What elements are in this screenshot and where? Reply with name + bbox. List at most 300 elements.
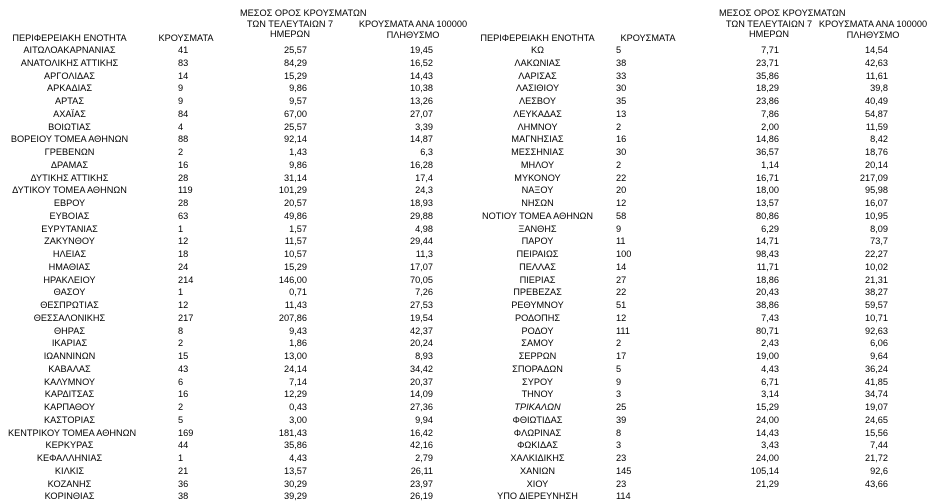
cell-per100k: 8,93 (415, 351, 433, 361)
cell-per100k: 18,93 (410, 198, 433, 208)
table-row (0, 388, 930, 401)
cell-per100k: 54,87 (865, 108, 888, 119)
cell-cases: 17 (616, 351, 627, 361)
cell-per100k: 26,11 (410, 465, 433, 476)
header-per100k-line1: ΚΡΟΥΣΜΑΤΑ ΑΝΑ 100000 (358, 19, 468, 29)
cell-cases: 22 (616, 172, 627, 183)
cell-cases: 5 (616, 363, 622, 374)
table-row (0, 108, 930, 121)
cell-cases: 145 (616, 465, 632, 476)
cell-cases: 217 (178, 312, 194, 323)
cell-avg: 23,71 (756, 57, 779, 68)
cell-cases: 21 (178, 465, 189, 476)
cell-cases: 15 (178, 351, 189, 361)
cell-avg: 181,43 (278, 427, 307, 438)
table-row (0, 159, 930, 172)
cell-per100k: 16,28 (410, 159, 433, 170)
cell-cases: 3 (616, 440, 622, 451)
cell-cases: 18 (178, 249, 189, 259)
cell-cases: 114 (616, 491, 631, 502)
cell-region: ΚΟΖΑΝΗΣ (47, 478, 92, 489)
header-avg-left (240, 8, 367, 40)
cell-avg: 13,57 (284, 465, 307, 476)
cell-per100k: 95,98 (865, 185, 888, 196)
cell-cases: 39 (616, 414, 627, 425)
cell-region: ΜΑΓΝΗΣΙΑΣ (511, 134, 564, 145)
cell-per100k: 70,05 (410, 274, 433, 285)
cell-cases: 41 (178, 45, 189, 55)
cell-region: ΛΕΣΒΟΥ (518, 96, 557, 106)
cell-cases: 2 (178, 338, 184, 349)
cell-avg: 146,00 (278, 274, 307, 285)
cell-per100k: 24,65 (865, 414, 888, 425)
cell-avg: 14,86 (756, 134, 779, 145)
cell-region: ΚΑΣΤΟΡΙΑΣ (43, 414, 95, 425)
header-avg-right (719, 8, 846, 40)
cell-avg: 49,86 (284, 210, 307, 221)
cell-avg: 13,57 (756, 198, 779, 208)
cell-avg: 16,71 (756, 172, 779, 183)
cell-avg: 0,71 (289, 287, 307, 298)
cell-avg: 11,71 (756, 261, 779, 272)
cell-cases: 1 (178, 287, 184, 298)
cell-per100k: 11,61 (865, 70, 888, 81)
cell-per100k: 9,94 (415, 414, 433, 425)
cell-avg: 18,00 (756, 185, 779, 196)
cell-avg: 0,43 (289, 402, 307, 412)
cell-avg: 15,29 (284, 261, 307, 272)
table-row (0, 70, 930, 83)
cell-per100k: 13,26 (410, 96, 433, 106)
cell-cases: 5 (178, 414, 184, 425)
table-row (0, 261, 930, 274)
cell-region: ΡΟΔΟΥ (521, 325, 554, 336)
cell-region: ΧΙΟΥ (526, 478, 549, 489)
cell-region: ΝΟΤΙΟΥ ΤΟΜΕΑ ΑΘΗΝΩΝ (481, 210, 594, 221)
cell-per100k: 29,44 (410, 236, 433, 247)
header-cases-right: ΚΡΟΥΣΜΑΤΑ (620, 33, 676, 43)
cell-cases: 63 (178, 210, 189, 221)
table-row (0, 146, 930, 159)
cell-per100k: 4,98 (415, 223, 433, 234)
cell-cases: 27 (616, 274, 627, 285)
cell-cases: 2 (616, 159, 622, 170)
cell-per100k: 10,71 (865, 312, 888, 323)
cell-region: ΕΥΡΥΤΑΝΙΑΣ (41, 223, 98, 234)
cell-region: ΔΡΑΜΑΣ (50, 159, 89, 170)
table-row (0, 363, 930, 376)
cell-per100k: 92,63 (865, 325, 888, 336)
cell-cases: 119 (178, 185, 193, 196)
cell-per100k: 2,79 (415, 453, 433, 463)
table-row (0, 274, 930, 287)
cell-region: ΚΕΝΤΡΙΚΟΥ ΤΟΜΕΑ ΑΘΗΝΩΝ (8, 427, 137, 438)
cell-avg: 7,86 (761, 108, 779, 119)
cell-avg: 2,43 (761, 338, 779, 349)
cell-region: ΝΗΣΩΝ (521, 198, 554, 208)
cell-cases: 2 (616, 121, 622, 132)
cell-region: ΗΜΑΘΙΑΣ (48, 261, 91, 272)
cell-region: ΔΥΤΙΚΟΥ ΤΟΜΕΑ ΑΘΗΝΩΝ (12, 185, 127, 196)
header-region-left: ΠΕΡΙΦΕΡΕΙΑΚΗ ΕΝΟΤΗΤΑ (12, 33, 127, 43)
cell-cases: 16 (616, 134, 627, 145)
table-row (0, 210, 930, 223)
cell-avg: 92,14 (284, 134, 307, 145)
cell-region: ΕΒΡΟΥ (53, 198, 86, 208)
cell-per100k: 19,07 (865, 402, 888, 412)
cell-region: ΞΑΝΘΗΣ (518, 223, 557, 234)
cell-region: ΘΑΣΟΥ (53, 287, 86, 298)
cell-cases: 12 (616, 312, 627, 323)
cell-region: ΘΕΣΣΑΛΟΝΙΚΗΣ (33, 312, 106, 323)
cell-per100k: 14,54 (865, 45, 888, 55)
cell-cases: 11 (616, 236, 626, 247)
cell-avg: 31,14 (284, 172, 307, 183)
cell-avg: 80,86 (756, 210, 779, 221)
cell-avg: 9,86 (289, 83, 307, 94)
cell-avg: 3,43 (761, 440, 779, 451)
cell-per100k: 36,24 (865, 363, 888, 374)
cell-avg: 9,43 (289, 325, 307, 336)
cell-cases: 84 (178, 108, 189, 119)
cell-cases: 36 (178, 478, 189, 489)
cell-per100k: 16,52 (410, 57, 433, 68)
table-row (0, 44, 930, 57)
cell-avg: 36,57 (756, 147, 779, 157)
cell-cases: 23 (616, 478, 627, 489)
cell-avg: 7,14 (289, 376, 307, 387)
cell-region: ΚΙΛΚΙΣ (54, 465, 85, 476)
table-row (0, 376, 930, 389)
cell-per100k: 10,95 (865, 210, 888, 221)
cell-region: ΚΕΦΑΛΛΗΝΙΑΣ (36, 453, 103, 463)
cell-cases: 12 (178, 300, 189, 310)
cell-per100k: 21,31 (865, 274, 888, 285)
cell-cases: 3 (616, 389, 622, 400)
cell-avg: 3,00 (289, 414, 307, 425)
cell-cases: 9 (616, 223, 622, 234)
cell-per100k: 19,54 (410, 312, 433, 323)
cell-region: ΑΧΑΪΑΣ (53, 108, 86, 119)
cell-region: ΠΕΙΡΑΙΩΣ (516, 249, 559, 259)
cell-avg: 7,71 (761, 45, 779, 55)
table-row (0, 57, 930, 70)
cell-per100k: 20,24 (410, 338, 433, 349)
cell-avg: 3,14 (761, 389, 779, 400)
cell-avg: 2,00 (761, 121, 779, 132)
cell-per100k: 42,63 (865, 57, 888, 68)
cell-region: ΑΡΤΑΣ (55, 96, 84, 106)
cell-avg: 38,86 (756, 300, 779, 310)
cell-cases: 28 (178, 172, 189, 183)
cell-region: ΚΕΡΚΥΡΑΣ (45, 440, 94, 451)
cell-region: ΔΥΤΙΚΗΣ ΑΤΤΙΚΗΣ (30, 172, 109, 183)
cell-cases: 100 (616, 249, 632, 259)
cell-avg: 18,29 (756, 83, 779, 94)
cell-cases: 23 (616, 453, 627, 463)
cell-region: ΜΕΣΣΗΝΙΑΣ (511, 147, 564, 157)
cell-region: ΗΡΑΚΛΕΙΟΥ (43, 274, 96, 285)
cell-per100k: 14,43 (410, 70, 433, 81)
table-row (0, 452, 930, 465)
header-region-right: ΠΕΡΙΦΕΡΕΙΑΚΗ ΕΝΟΤΗΤΑ (480, 33, 595, 43)
cell-cases: 28 (178, 198, 189, 208)
cell-region: ΗΛΕΙΑΣ (52, 249, 87, 259)
table-row (0, 465, 930, 478)
cell-region: ΙΩΑΝΝΙΝΩΝ (43, 351, 96, 361)
cell-per100k: 39,8 (870, 83, 888, 94)
cell-per100k: 41,85 (865, 376, 888, 387)
cell-cases: 13 (616, 108, 627, 119)
header-avg-line3: ΗΜΕΡΩΝ (748, 29, 790, 39)
table-row (0, 401, 930, 414)
cell-per100k: 7,26 (415, 287, 433, 298)
table-row (0, 427, 930, 440)
cell-avg: 15,29 (756, 402, 779, 412)
cell-avg: 6,29 (761, 223, 779, 234)
cell-per100k: 42,16 (410, 440, 433, 451)
cell-avg: 1,43 (289, 147, 307, 157)
table-row (0, 350, 930, 363)
cell-region: ΧΑΛΚΙΔΙΚΗΣ (510, 453, 565, 463)
cell-cases: 1 (178, 223, 184, 234)
cell-per100k: 14,09 (410, 389, 433, 400)
cell-per100k: 11,3 (415, 249, 433, 259)
cell-cases: 83 (178, 57, 189, 68)
cell-avg: 20,57 (284, 198, 307, 208)
cell-cases: 2 (616, 338, 622, 349)
cell-avg: 24,00 (756, 414, 779, 425)
cell-per100k: 8,09 (870, 223, 888, 234)
cell-avg: 25,57 (284, 121, 307, 132)
cell-region: ΠΕΛΛΑΣ (519, 261, 556, 272)
cell-per100k: 3,39 (415, 121, 433, 132)
cell-avg: 4,43 (761, 363, 779, 374)
cell-region: ΚΑΡΠΑΘΟΥ (43, 402, 96, 412)
table-row (0, 490, 930, 503)
cell-per100k: 7,44 (870, 440, 888, 451)
table-row (0, 121, 930, 134)
cell-avg: 13,00 (284, 351, 307, 361)
cell-region: ΥΠΟ ΔΙΕΡΕΥΝΗΣΗ (497, 491, 578, 502)
cell-cases: 8 (178, 325, 184, 336)
cell-cases: 2 (178, 402, 184, 412)
cell-per100k: 92,6 (870, 465, 888, 476)
header-avg-line2: ΤΩΝ ΤΕΛΕΥΤΑΙΩΝ 7 (725, 18, 813, 29)
table-row (0, 184, 930, 197)
cell-avg: 20,43 (756, 287, 779, 298)
cell-per100k: 217,09 (859, 172, 888, 183)
cell-per100k: 38,27 (865, 287, 888, 298)
cell-cases: 30 (616, 147, 627, 157)
header-avg-line1: ΜΕΣΟΣ ΟΡΟΣ ΚΡΟΥΣΜΑΤΩΝ (240, 8, 367, 18)
table-row (0, 235, 930, 248)
cell-avg: 25,57 (284, 45, 307, 55)
cell-region: ΘΗΡΑΣ (53, 325, 86, 336)
cell-region: ΣΠΟΡΑΔΩΝ (512, 363, 563, 374)
table-row (0, 82, 930, 95)
cell-cases: 9 (616, 376, 622, 387)
cell-cases: 1 (178, 453, 184, 463)
header-avg-line2: ΤΩΝ ΤΕΛΕΥΤΑΙΩΝ 7 (246, 18, 334, 29)
cell-avg: 23,86 (756, 96, 779, 106)
cell-avg: 7,43 (761, 312, 779, 323)
cell-avg: 19,00 (756, 351, 779, 361)
cell-cases: 30 (616, 83, 627, 94)
cell-cases: 88 (178, 134, 189, 145)
cell-per100k: 42,37 (410, 325, 433, 336)
cell-per100k: 8,42 (870, 134, 888, 145)
cell-region: ΦΘΙΩΤΙΔΑΣ (512, 414, 563, 425)
cell-region: ΛΑΣΙΘΙΟΥ (515, 83, 560, 94)
cell-cases: 16 (178, 389, 189, 400)
cell-per100k: 9,64 (870, 351, 888, 361)
cell-region: ΡΕΘΥΜΝΟΥ (511, 300, 564, 310)
cell-region: ΚΑΒΑΛΑΣ (48, 363, 91, 374)
cell-avg: 11,43 (284, 300, 307, 310)
cell-cases: 12 (178, 236, 189, 247)
cell-per100k: 27,36 (410, 402, 433, 412)
cell-cases: 51 (616, 300, 627, 310)
cell-per100k: 26,19 (410, 491, 433, 502)
header-cases-left: ΚΡΟΥΣΜΑΤΑ (158, 33, 214, 43)
cell-per100k: 14,87 (410, 134, 433, 145)
cell-avg: 24,00 (756, 453, 779, 463)
header-per100k-line2: ΠΛΗΘΥΣΜΟ (386, 29, 440, 40)
cell-avg: 207,86 (278, 312, 307, 323)
cell-cases: 111 (616, 325, 630, 336)
cell-region: ΜΗΛΟΥ (520, 159, 555, 170)
cell-region: ΣΑΜΟΥ (521, 338, 554, 349)
cell-region: ΑΙΤΩΛΟΑΚΑΡΝΑΝΙΑΣ (23, 45, 116, 55)
cell-per100k: 21,72 (865, 453, 888, 463)
table-row (0, 133, 930, 146)
cell-cases: 12 (616, 198, 627, 208)
cell-cases: 9 (178, 96, 184, 106)
cell-cases: 14 (616, 261, 627, 272)
table-row (0, 172, 930, 185)
header-per100k-line2: ΠΛΗΘΥΣΜΟ (846, 29, 900, 40)
cell-cases: 43 (178, 363, 189, 374)
table-row (0, 312, 930, 325)
cell-per100k: 16,07 (865, 198, 888, 208)
cell-avg: 15,29 (284, 70, 307, 81)
cell-avg: 30,29 (284, 478, 307, 489)
cell-avg: 9,57 (289, 96, 307, 106)
cell-per100k: 22,27 (865, 249, 888, 259)
cell-region: ΛΑΡΙΣΑΣ (518, 70, 557, 81)
cell-cases: 16 (178, 159, 189, 170)
cell-region: ΝΑΞΟΥ (521, 185, 554, 196)
cell-avg: 14,71 (756, 236, 779, 247)
cell-per100k: 24,3 (415, 185, 433, 196)
cell-avg: 11,57 (284, 236, 307, 247)
header-avg-line3: ΗΜΕΡΩΝ (269, 29, 311, 39)
cell-region: ΦΛΩΡΙΝΑΣ (513, 427, 562, 438)
cell-cases: 44 (178, 440, 189, 451)
cell-per100k: 29,88 (410, 210, 433, 221)
cell-region: ΙΚΑΡΙΑΣ (51, 338, 88, 349)
cell-per100k: 40,49 (865, 96, 888, 106)
cell-cases: 38 (616, 57, 627, 68)
cell-cases: 38 (178, 491, 189, 502)
cell-region: ΚΩ (531, 45, 544, 55)
cell-per100k: 10,02 (865, 261, 888, 272)
cell-per100k: 6,06 (870, 338, 888, 349)
cell-region: ΒΟΡΕΙΟΥ ΤΟΜΕΑ ΑΘΗΝΩΝ (10, 134, 129, 145)
cell-region: ΤΗΝΟΥ (521, 389, 554, 400)
cell-cases: 35 (616, 96, 627, 106)
cell-per100k: 17,07 (410, 261, 433, 272)
cell-avg: 101,29 (278, 185, 307, 196)
cell-cases: 20 (616, 185, 627, 196)
cell-per100k: 73,7 (870, 236, 888, 247)
cell-per100k: 6,3 (420, 147, 433, 157)
table-row (0, 286, 930, 299)
cell-per100k: 27,07 (410, 108, 433, 119)
cell-avg: 12,29 (284, 389, 307, 400)
cell-per100k: 27,53 (410, 300, 433, 310)
cell-avg: 84,29 (284, 57, 307, 68)
cell-per100k: 20,14 (865, 159, 888, 170)
cell-cases: 5 (616, 45, 622, 55)
cell-region: ΖΑΚΥΝΘΟΥ (44, 236, 95, 247)
cell-per100k: 15,56 (865, 427, 888, 438)
cell-region: ΡΟΔΟΠΗΣ (514, 312, 561, 323)
cell-avg: 1,86 (289, 338, 307, 349)
cell-cases: 25 (616, 402, 627, 412)
cell-region: ΒΟΙΩΤΙΑΣ (48, 121, 91, 132)
cell-avg: 9,86 (289, 159, 307, 170)
cell-region: ΠΑΡΟΥ (521, 236, 554, 247)
cell-per100k: 34,74 (865, 389, 888, 400)
table-row (0, 478, 930, 491)
cell-cases: 214 (178, 274, 194, 285)
table-row (0, 248, 930, 261)
cell-cases: 8 (616, 427, 622, 438)
table-row (0, 299, 930, 312)
cell-per100k: 59,57 (865, 300, 888, 310)
cell-cases: 24 (178, 261, 189, 272)
cell-region: ΚΟΡΙΝΘΙΑΣ (44, 491, 95, 502)
cell-region: ΑΝΑΤΟΛΙΚΗΣ ΑΤΤΙΚΗΣ (20, 57, 119, 68)
cell-cases: 33 (616, 70, 627, 81)
cell-region: ΣΕΡΡΩΝ (518, 351, 557, 361)
header-per100k-line1: ΚΡΟΥΣΜΑΤΑ ΑΝΑ 100000 (818, 19, 928, 29)
cell-region: ΓΡΕΒΕΝΩΝ (44, 147, 95, 157)
table-row (0, 414, 930, 427)
cell-region: ΠΙΕΡΙΑΣ (519, 274, 556, 285)
cell-region: ΘΕΣΠΡΩΤΙΑΣ (40, 300, 99, 310)
cell-avg: 98,43 (756, 249, 779, 259)
cell-per100k: 43,66 (865, 478, 888, 489)
cell-avg: 4,43 (289, 453, 307, 463)
cell-cases: 2 (178, 147, 184, 157)
cell-region: ΚΑΛΥΜΝΟΥ (43, 376, 96, 387)
cell-avg: 14,43 (756, 427, 779, 438)
cell-avg: 105,14 (750, 465, 779, 476)
cell-region: ΣΥΡΟΥ (522, 376, 553, 387)
cell-region: ΧΑΝΙΩΝ (520, 465, 555, 476)
cell-avg: 1,14 (761, 159, 779, 170)
cell-per100k: 20,37 (410, 376, 433, 387)
cell-avg: 39,29 (284, 491, 307, 502)
table-row (0, 223, 930, 236)
table-row (0, 337, 930, 350)
cell-region: ΚΑΡΔΙΤΣΑΣ (44, 389, 95, 400)
cell-cases: 4 (178, 121, 184, 132)
cell-cases: 169 (178, 427, 194, 438)
